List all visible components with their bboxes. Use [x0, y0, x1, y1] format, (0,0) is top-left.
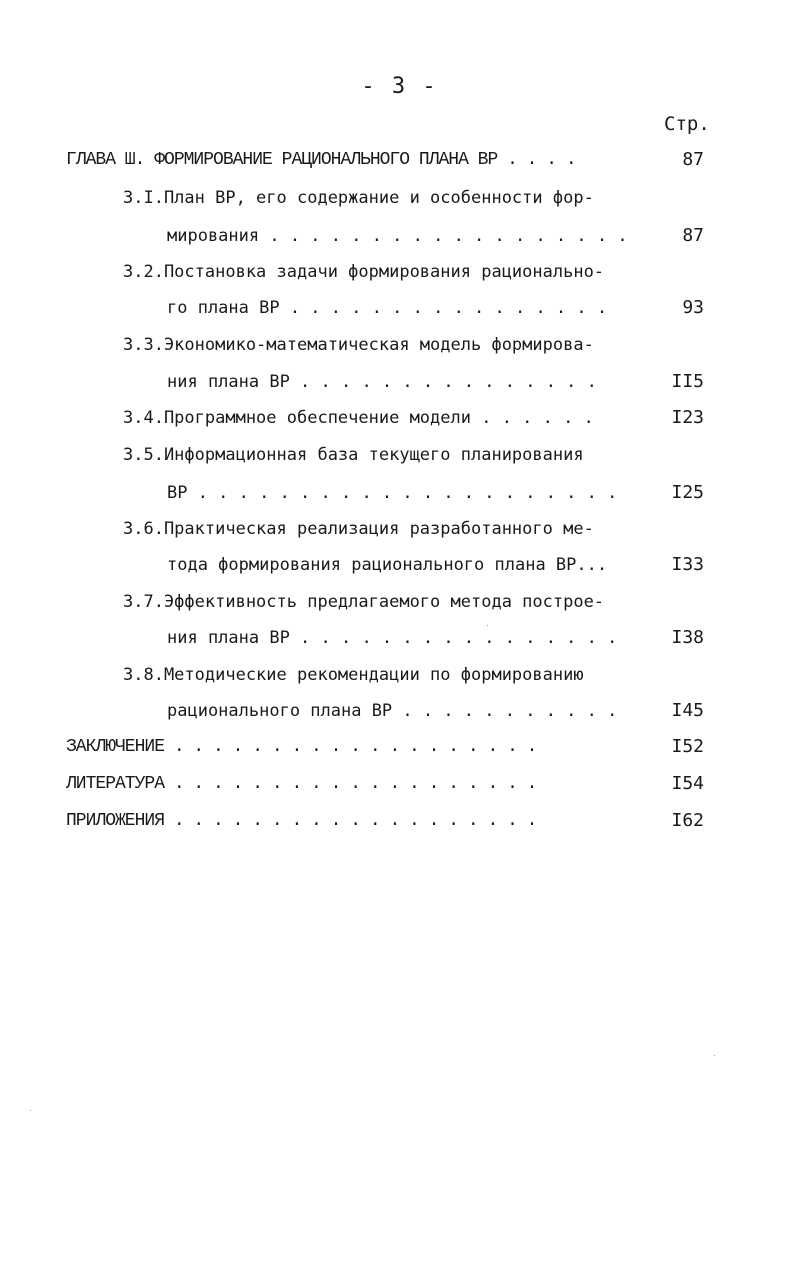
toc-item-3-5-line-1[interactable]: 3.5.Информационная база текущего планирования [123, 445, 584, 465]
toc-item-3-7-line-1[interactable]: 3.7.Эффективность предлагаемого метода построе- [123, 592, 605, 612]
toc-item-3-4[interactable]: 3.4.Программное обеспечение модели . . . . . . [123, 408, 594, 428]
scan-speck [30, 1110, 31, 1111]
toc-item-3-6-line-2[interactable]: тода формирования рационального плана ВР... [167, 555, 608, 575]
toc-page-number: I38 [671, 627, 704, 648]
toc-page-number: I33 [671, 554, 704, 575]
toc-item-3-3-line-2[interactable]: ния плана ВР . . . . . . . . . . . . . . . [167, 372, 597, 392]
scan-speck [714, 1055, 715, 1056]
toc-page-number: 87 [682, 149, 704, 170]
toc-page-number: 93 [682, 297, 704, 318]
toc-chapter-heading[interactable]: ГЛАВА Ш. ФОРМИРОВАНИЕ РАЦИОНАЛЬНОГО ПЛАНА ВР . . . . [66, 150, 576, 170]
toc-page-number: I45 [671, 700, 704, 721]
scan-speck [487, 625, 488, 626]
toc-page-number: I25 [671, 482, 704, 503]
toc-item-3-6-line-1[interactable]: 3.6.Практическая реализация разработанного ме- [123, 519, 594, 539]
toc-item-3-8-line-2[interactable]: рационального плана ВР . . . . . . . . . . . [167, 701, 618, 721]
page-number: - 3 - [361, 74, 438, 99]
toc-item-3-8-line-1[interactable]: 3.8.Методические рекомендации по формированию [123, 665, 584, 685]
toc-page-number: I23 [671, 407, 704, 428]
toc-conclusion[interactable]: ЗАКЛЮЧЕНИЕ . . . . . . . . . . . . . . . . . . . [66, 737, 537, 757]
toc-page-number: II5 [671, 371, 704, 392]
page-column-header: Стр. [664, 113, 710, 135]
toc-appendices[interactable]: ПРИЛОЖЕНИЯ . . . . . . . . . . . . . . . . . . . [66, 811, 537, 831]
toc-page-number: I54 [671, 773, 704, 794]
toc-page-number: 87 [682, 225, 704, 246]
toc-page-number: I62 [671, 810, 704, 831]
toc-item-3-1-line-2[interactable]: мирования . . . . . . . . . . . . . . . . . . [167, 226, 628, 246]
toc-item-3-1-line-1[interactable]: 3.I.План ВР, его содержание и особенности фор- [123, 188, 594, 208]
toc-item-3-2-line-1[interactable]: 3.2.Постановка задачи формирования рационально- [123, 262, 605, 282]
toc-item-3-2-line-2[interactable]: го плана ВР . . . . . . . . . . . . . . . . [167, 298, 608, 318]
toc-literature[interactable]: ЛИТЕРАТУРА . . . . . . . . . . . . . . . . . . . [66, 774, 537, 794]
toc-item-3-5-line-2[interactable]: ВР . . . . . . . . . . . . . . . . . . . . . [167, 483, 618, 503]
toc-item-3-7-line-2[interactable]: ния плана ВР . . . . . . . . . . . . . . . . [167, 628, 618, 648]
toc-page-number: I52 [671, 736, 704, 757]
toc-item-3-3-line-1[interactable]: 3.3.Экономико-математическая модель формирова- [123, 335, 594, 355]
